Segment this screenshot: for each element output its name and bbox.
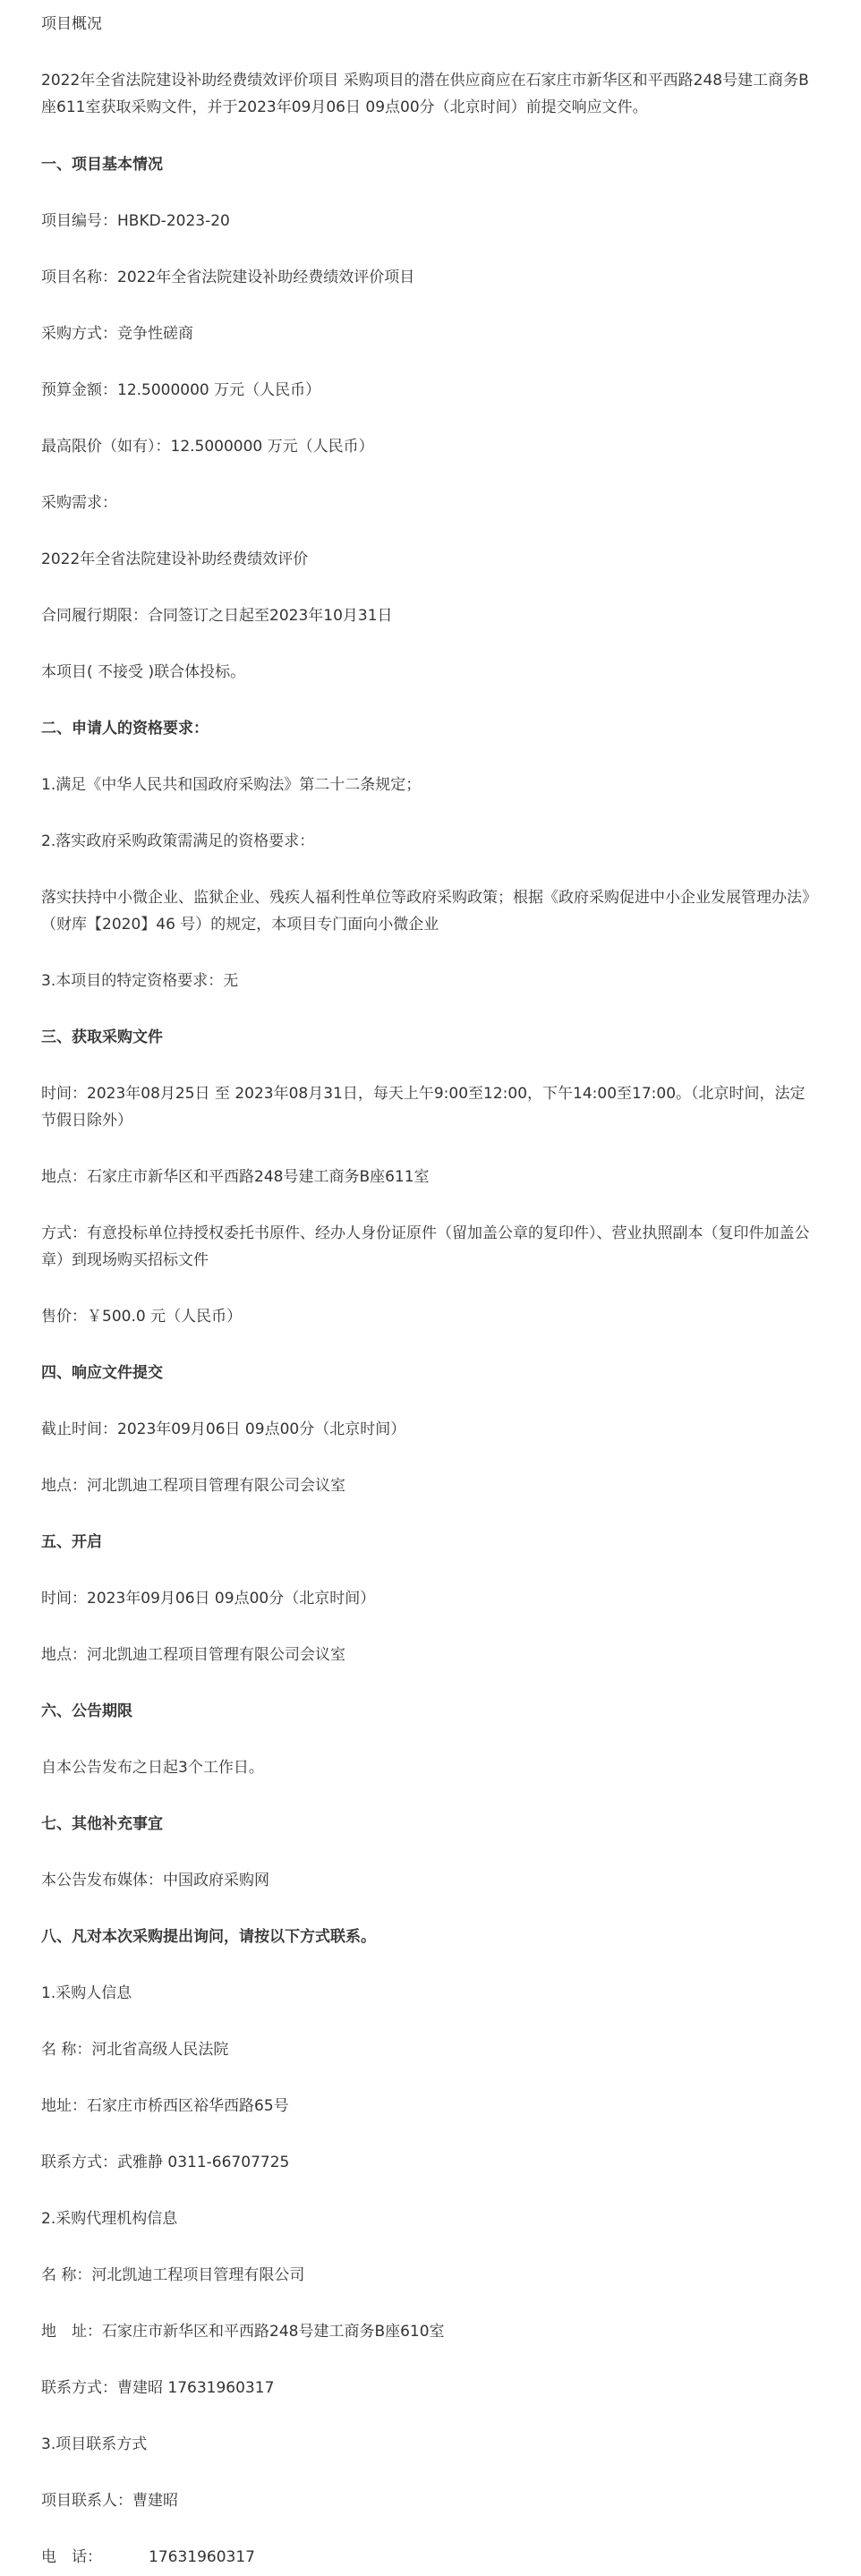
obtain-time: 时间：2023年08月25日 至 2023年08月31日，每天上午9:00至12:00，下午14:00至17:00。（北京时间，法定节假日除外） <box>41 1085 806 1130</box>
project-number: 项目编号：HBKD-2023-20 <box>41 212 230 230</box>
budget-amount: 预算金额：12.5000000 万元（人民币） <box>41 381 321 399</box>
purchaser-contact: 联系方式：武雅静 0311-66707725 <box>41 2154 290 2171</box>
project-name: 项目名称：2022年全省法院建设补助经费绩效评价项目 <box>41 269 415 286</box>
purchaser-name: 名 称：河北省高级人民法院 <box>41 2041 229 2059</box>
procurement-requirement-label: 采购需求： <box>41 494 117 512</box>
section-title-submission: 四、响应文件提交 <box>41 1364 163 1382</box>
section-title-notice-period: 六、公告期限 <box>41 1702 132 1720</box>
opening-time: 时间：2023年09月06日 09点00分（北京时间） <box>41 1590 376 1608</box>
obtain-location: 地点：石家庄市新华区和平西路248号建工商务B座611室 <box>41 1168 430 1186</box>
overview-heading: 项目概况 <box>41 15 102 33</box>
submission-deadline: 截止时间：2023年09月06日 09点00分（北京时间） <box>41 1420 406 1438</box>
max-price: 最高限价（如有）：12.5000000 万元（人民币） <box>41 438 374 456</box>
phone-label: 电 话： <box>41 2548 102 2566</box>
procurement-method: 采购方式：竞争性磋商 <box>41 325 193 343</box>
agency-address: 地 址：石家庄市新华区和平西路248号建工商务B座610室 <box>41 2323 445 2341</box>
consortium-bidding: 本项目( 不接受 )联合体投标。 <box>41 663 246 681</box>
procurement-requirement: 2022年全省法院建设补助经费绩效评价 <box>41 550 309 568</box>
section-title-basic-info: 一、项目基本情况 <box>41 156 163 174</box>
purchaser-address: 地址：石家庄市桥西区裕华西路65号 <box>41 2097 289 2115</box>
submission-location: 地点：河北凯迪工程项目管理有限公司会议室 <box>41 1477 345 1495</box>
section-title-supplementary: 七、其他补充事宜 <box>41 1815 163 1833</box>
opening-location: 地点：河北凯迪工程项目管理有限公司会议室 <box>41 1646 345 1664</box>
section-title-obtain-documents: 三、获取采购文件 <box>41 1028 163 1046</box>
agency-contact: 联系方式：曹建昭 17631960317 <box>41 2379 275 2397</box>
contract-period: 合同履行期限：合同签订之日起至2023年10月31日 <box>41 607 393 625</box>
qualification-item: 3.本项目的特定资格要求：无 <box>41 972 239 990</box>
section-title-qualification: 二、申请人的资格要求： <box>41 720 209 738</box>
project-contact-person: 项目联系人：曹建昭 <box>41 2492 178 2510</box>
agency-info-label: 2.采购代理机构信息 <box>41 2210 178 2228</box>
phone-value: 17631960317 <box>149 2548 255 2566</box>
purchaser-info-label: 1.采购人信息 <box>41 1984 132 2002</box>
project-contact-label: 3.项目联系方式 <box>41 2435 148 2453</box>
document-price: 售价：￥500.0 元（人民币） <box>41 1308 243 1326</box>
obtain-method: 方式：有意投标单位持授权委托书原件、经办人身份证原件（留加盖公章的复印件）、营业执照副本（复印件加盖公章）到现场购买招标文件 <box>41 1224 810 1269</box>
overview-intro: 2022年全省法院建设补助经费绩效评价项目 采购项目的潜在供应商应在石家庄市新华区和平西路248号建工商务B座611室获取采购文件，并于2023年09月06日 09点00分（北京时间）前提交响应文件。 <box>41 72 809 116</box>
publication-media: 本公告发布媒体：中国政府采购网 <box>41 1872 269 1889</box>
section-title-opening: 五、开启 <box>41 1533 102 1551</box>
project-contact-phone <box>41 2544 818 2571</box>
qualification-item: 1.满足《中华人民共和国政府采购法》第二十二条规定； <box>41 776 422 794</box>
qualification-item: 落实扶持中小微企业、监狱企业、残疾人福利性单位等政府采购政策；根据《政府采购促进中小企业发展管理办法》（财库【2020】46 号）的规定，本项目专门面向小微企业 <box>41 889 817 934</box>
section-title-contact: 八、凡对本次采购提出询问，请按以下方式联系。 <box>41 1928 376 1946</box>
notice-period: 自本公告发布之日起3个工作日。 <box>41 1759 264 1777</box>
agency-name: 名 称：河北凯迪工程项目管理有限公司 <box>41 2266 305 2284</box>
qualification-item: 2.落实政府采购政策需满足的资格要求： <box>41 832 315 850</box>
